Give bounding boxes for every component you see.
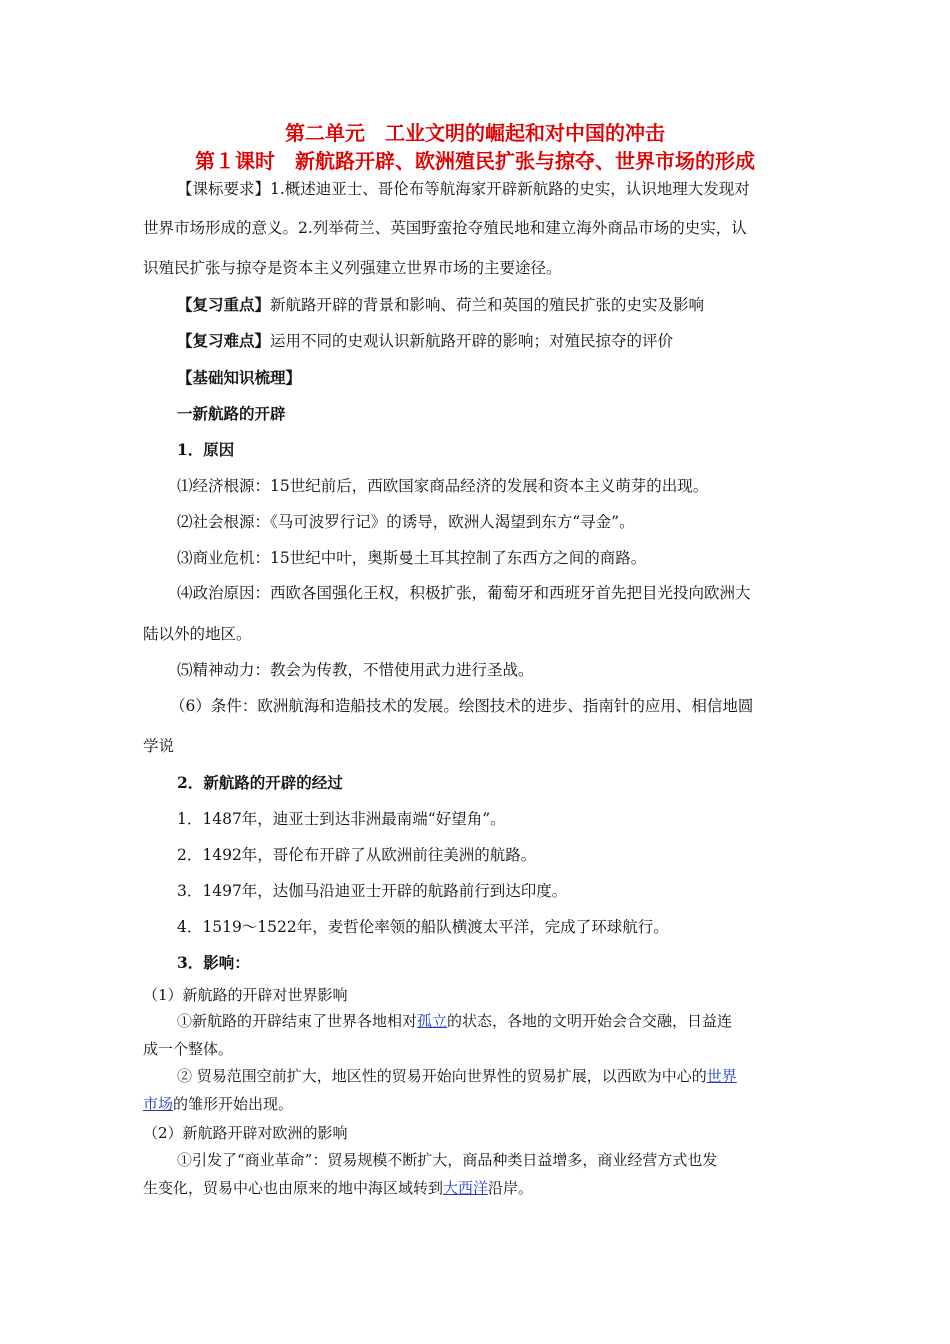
requirements-label: 【课标要求】 (177, 180, 271, 198)
impact-heading: 3．影响： (177, 953, 250, 972)
impact-p1-text-a: ①新航路的开辟结束了世界各地相对 (177, 1012, 418, 1030)
impact-p2-continued (143, 1094, 293, 1114)
difficult-points (177, 331, 673, 351)
impact-paragraph-2 (177, 1066, 737, 1086)
key-points (177, 295, 704, 315)
impact-p3-continued (143, 1178, 533, 1198)
cause-item: ⑵社会根源：《马可波罗行记》的诱导，欧洲人渴望到东方“寻金”。 (177, 513, 635, 531)
key-points-text: 新航路开辟的背景和影响、荷兰和英国的殖民扩张的史实及影响 (270, 296, 705, 314)
impact-p3-text-c: 沿岸。 (488, 1179, 534, 1197)
cause-item: ⑷政治原因：西欧各国强化王权，积极扩张，葡萄牙和西班牙首先把目光投向欧洲大 (177, 584, 751, 602)
isolated-link[interactable]: 孤立 (417, 1012, 448, 1030)
lesson-title: 第１课时 新航路开辟、欧洲殖民扩张与掠夺、世界市场的形成 (195, 149, 755, 173)
cause-item: ⑸精神动力：教会为传教，不惜使用武力进行圣战。 (177, 661, 534, 679)
process-heading: 2．新航路的开辟的经过 (177, 773, 343, 792)
requirements-line-3: 识殖民扩张与掠夺是资本主义列强建立世界市场的主要途径。 (143, 259, 562, 277)
cause-item: ⑴经济根源：15世纪前后，西欧国家商品经济的发展和资本主义萌芽的出现。 (177, 477, 709, 495)
atlantic-link[interactable]: 大西洋 (443, 1179, 489, 1197)
section1-heading: 一新航路的开辟 (177, 404, 286, 423)
cause-item: ⑶商业危机：15世纪中叶，奥斯曼土耳其控制了东西方之间的商路。 (177, 549, 647, 567)
impact-p1-continued: 成一个整体。 (143, 1040, 234, 1058)
world-market-link[interactable]: 世界 (706, 1067, 737, 1085)
impact-subheading-world: （1）新航路的开辟对世界影响 (143, 986, 348, 1004)
requirements-line-1 (177, 179, 750, 199)
impact-p2-text-b: 的雏形开始出现。 (173, 1095, 294, 1113)
requirements-text-1: 1.概述迪亚士、哥伦布等航海家开辟新航路的史实，认识地理大发现对 (270, 180, 750, 198)
cause-item-continued: 陆以外的地区。 (143, 625, 252, 643)
basics-heading: 【基础知识梳理】 (177, 368, 302, 387)
causes-heading: 1．原因 (177, 440, 235, 459)
requirements-line-2: 世界市场形成的意义。2.列举荷兰、英国野蛮抢夺殖民地和建立海外商品市场的史实，认 (143, 219, 747, 237)
cause-item: （6）条件：欧洲航海和造船技术的发展。绘图技术的进步、指南针的应用、相信地圆 (170, 697, 754, 715)
difficult-points-text: 运用不同的史观认识新航路开辟的影响；对殖民掠夺的评价 (270, 332, 674, 350)
market-link[interactable]: 市场 (143, 1095, 174, 1113)
impact-p3-text-b: 生变化，贸易中心也由原来的地中海区域转到 (143, 1179, 444, 1197)
process-item: 2．1492年，哥伦布开辟了从欧洲前往美洲的航路。 (177, 846, 537, 864)
cause-item-continued: 学说 (143, 737, 175, 755)
process-item: 3．1497年，达伽马沿迪亚士开辟的航路前行到达印度。 (177, 882, 568, 900)
key-points-label: 【复习重点】 (177, 295, 271, 314)
process-item: 1．1487年，迪亚士到达非洲最南端“好望角”。 (177, 810, 506, 828)
difficult-points-label: 【复习难点】 (177, 331, 271, 350)
impact-p1-text-b: 的状态，各地的文明开始会合交融，日益连 (447, 1012, 733, 1030)
impact-p2-text-a: ② 贸易范围空前扩大，地区性的贸易开始向世界性的贸易扩展，以西欧为中心的 (177, 1067, 707, 1085)
unit-title: 第二单元 工业文明的崛起和对中国的冲击 (285, 121, 665, 145)
impact-subheading-europe: （2）新航路开辟对欧洲的影响 (143, 1124, 348, 1142)
process-item: 4．1519～1522年，麦哲伦率领的船队横渡太平洋，完成了环球航行。 (177, 918, 669, 936)
impact-paragraph-3: ①引发了“商业革命”：贸易规模不断扩大，商品种类日益增多，商业经营方式也发 (177, 1151, 718, 1169)
impact-paragraph-1 (177, 1011, 732, 1031)
